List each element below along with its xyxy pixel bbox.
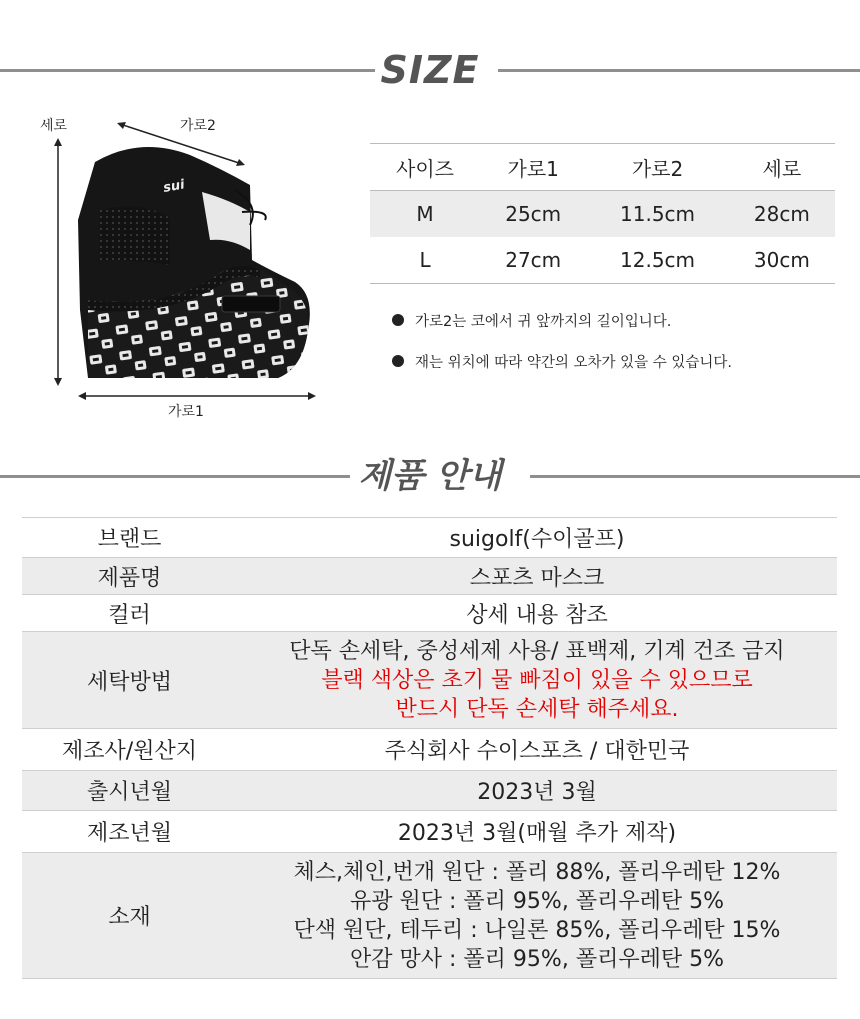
size-header-cell: 사이즈 [370, 144, 480, 191]
size-table-header-row [370, 144, 835, 191]
size-section-header [0, 50, 860, 90]
size-cell: 30cm [729, 237, 835, 284]
info-value: suigolf(수이골프) [237, 518, 837, 558]
size-row-l [370, 237, 835, 284]
info-row-brand [22, 518, 837, 558]
info-value-material [237, 853, 837, 979]
info-label: 세탁방법 [22, 632, 237, 729]
info-label: 제조년월 [22, 811, 237, 853]
info-section-title: 제품 안내 [358, 456, 502, 496]
size-table [370, 143, 835, 284]
note-item [392, 310, 732, 330]
washing-instruction: 단독 손세탁, 중성세제 사용/ 표백제, 기계 건조 금지 [289, 638, 785, 664]
info-row-material [22, 853, 837, 979]
size-section-title: SIZE [380, 48, 480, 92]
info-row-product-name [22, 558, 837, 595]
info-value: 2023년 3월(매월 추가 제작) [237, 811, 837, 853]
note-text: 재는 위치에 따라 약간의 오차가 있을 수 있습니다. [415, 354, 733, 371]
mask-logo: sui [162, 177, 186, 196]
info-row-maker [22, 729, 837, 771]
size-cell: M [370, 191, 480, 238]
info-label: 출시년월 [22, 771, 237, 811]
info-row-washing [22, 632, 837, 729]
washing-warning: 블랙 색상은 초기 물 빠짐이 있을 수 있으므로 [321, 667, 753, 693]
product-info-table [22, 517, 837, 979]
washing-warning: 반드시 단독 손세탁 해주세요. [395, 696, 679, 722]
bullet-icon [392, 355, 404, 367]
info-label: 컬러 [22, 595, 237, 632]
mask-size-diagram [20, 100, 350, 430]
size-cell: 27cm [480, 237, 586, 284]
size-row-m [370, 191, 835, 238]
size-cell: L [370, 237, 480, 284]
bullet-icon [392, 314, 404, 326]
info-value: 2023년 3월 [237, 771, 837, 811]
info-value: 상세 내용 참조 [237, 595, 837, 632]
material-line: 안감 망사 : 폴리 95%, 폴리우레탄 5% [350, 946, 724, 972]
size-cell: 11.5cm [586, 191, 728, 238]
info-label: 브랜드 [22, 518, 237, 558]
material-line: 단색 원단, 테두리 : 나일론 85%, 폴리우레탄 15% [293, 917, 781, 943]
size-cell: 12.5cm [586, 237, 728, 284]
info-row-manufactured [22, 811, 837, 853]
info-section-header [0, 456, 860, 496]
info-value: 스포츠 마스크 [237, 558, 837, 595]
size-header-cell: 세로 [729, 144, 835, 191]
size-cell: 25cm [480, 191, 586, 238]
size-notes [392, 310, 732, 392]
label-width1: 가로1 [168, 404, 204, 420]
info-row-release [22, 771, 837, 811]
size-header-cell: 가로2 [586, 144, 728, 191]
mask-mesh-area [100, 206, 170, 265]
material-line: 유광 원단 : 폴리 95%, 폴리우레탄 5% [350, 888, 724, 914]
info-value: 주식회사 수이스포츠 / 대한민국 [237, 729, 837, 771]
info-label: 제조사/원산지 [22, 729, 237, 771]
note-item [392, 351, 732, 371]
info-label: 소재 [22, 853, 237, 979]
size-cell: 28cm [729, 191, 835, 238]
info-row-color [22, 595, 837, 632]
size-header-cell: 가로1 [480, 144, 586, 191]
info-value-washing [237, 632, 837, 729]
label-width2: 가로2 [180, 118, 216, 134]
label-height: 세로 [40, 118, 68, 134]
material-line: 체스,체인,번개 원단 : 폴리 88%, 폴리우레탄 12% [293, 859, 781, 885]
info-label: 제품명 [22, 558, 237, 595]
note-text: 가로2는 코에서 귀 앞까지의 길이입니다. [415, 313, 672, 330]
